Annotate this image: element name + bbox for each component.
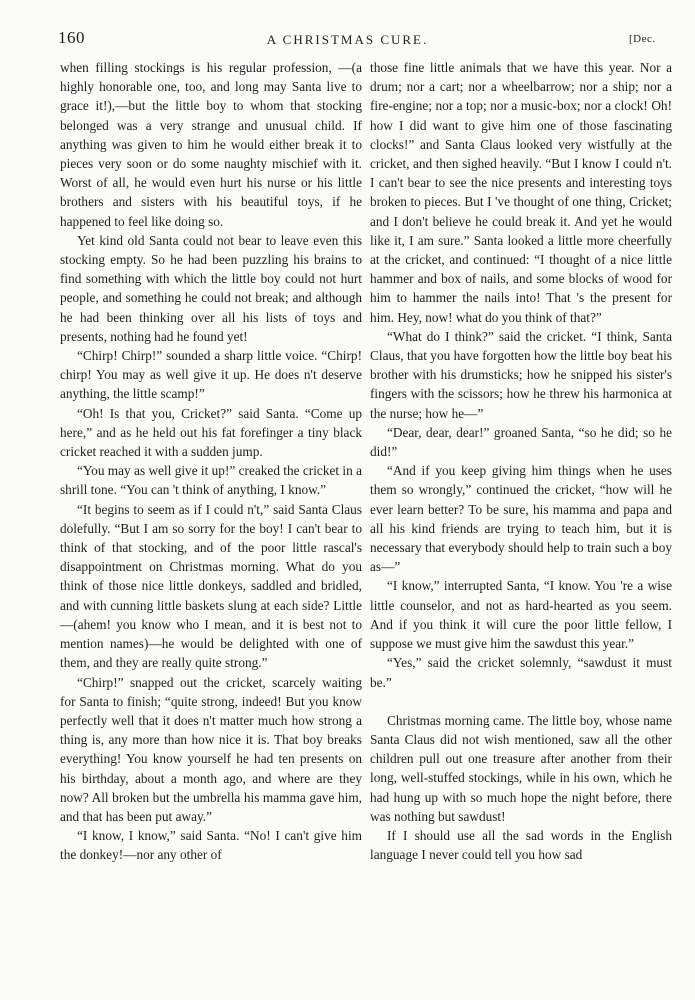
paragraph: “And if you keep giving him things when he uses them so wrongly,” continued the cricket, “how will he ever learn better? To be sure, his mamma and papa and all his kind friends are trying to teach him, but it is necessary that everybody should help to train such a boy as—” (370, 463, 672, 575)
right-column (370, 58, 672, 864)
running-header (0, 28, 695, 54)
paragraph: “I know, I know,” said Santa. “No! I can't give him the donkey!—nor any other of (60, 828, 362, 863)
month-label: [Dec. (629, 33, 656, 45)
left-column (60, 58, 362, 865)
paragraph: If I should use all the sad words in the English language I never could tell you how sad (370, 827, 672, 863)
paragraph: “I know,” interrupted Santa, “I know. You 're a wise little counselor, and not as hard-hearted as you seem. And if you think it will cure the poor little fellow, I suppose we must give him the sawdust this year.” (370, 578, 672, 652)
paragraph: Christmas morning came. The little boy, whose name Santa Claus did not wish mentioned, saw all the other children pull out one treasure after another from their long, well-stuffed stockings, while in his own, which he had hung up with so much hope the night before, there was nothing but sawdust! (370, 712, 672, 824)
paragraph: “Dear, dear, dear!” groaned Santa, “so he did; so he did!” (370, 424, 672, 460)
paragraph: “You may as well give it up!” creaked the cricket in a shrill tone. “You can 't think of anything, I know.” (60, 463, 362, 498)
running-title: A CHRISTMAS CURE. (266, 32, 429, 47)
paragraph: “What do I think?” said the cricket. “I think, Santa Claus, that you have forgotten how the little boy beat his brother with his drumsticks; how he snipped his sister's fingers with the scissors; how he threw his harmonica at the nurse; how he—” (370, 328, 672, 421)
paragraph: “Chirp! Chirp!” sounded a sharp little voice. “Chirp! chirp! You may as well give it up. He does n't deserve anything, the little scamp!” (60, 348, 362, 402)
paragraph: “Chirp!” snapped out the cricket, scarcely waiting for Santa to finish; “quite strong, indeed! But you know perfectly well that it does n't matter much how strong a thing is, any more than how nice it is. That boy breaks everything! You know yourself he had ten presents on his birthday, about a month ago, and where are they now? All broken but the umbrella his mamma gave him, and that has been put away.” (60, 674, 362, 824)
paragraph: “It begins to seem as if I could n't,” said Santa Claus dolefully. “But I am so sorry for the boy! I can't bear to think of that stocking, and of the poor little rascal's disappointment on Christmas morning. What do you think of those nice little donkeys, saddled and bridled, and with cunning little baskets slung at each side? Little—(ahem! you know who I mean, and it is best not to mention names)—he would be delighted with one of them, and they are really quite strong.” (60, 501, 362, 671)
paragraph: when filling stockings is his regular profession, —(a highly honorable one, too, and long may Santa live to grace it!),—but the little boy to whom that stocking belonged was a very strange and unusual child. If anything was given to him he would either break it to pieces very soon or do some naughty mischief with it. Worst of all, he would even hurt his nurse or his little brothers and sisters with his beautiful toys, if he happened to feel like doing so. (60, 60, 362, 229)
paragraph: “Oh! Is that you, Cricket?” said Santa. “Come up here,” and as he held out his fat forefinger a tiny black cricket reached it with a sudden jump. (60, 405, 362, 460)
paragraph: “Yes,” said the cricket solemnly, “sawdust it must be.” (370, 655, 672, 690)
paragraph: Yet kind old Santa could not bear to leave even this stocking empty. So he had been puzzling his brains to find something with which the little boy could not hurt people, and something he could not break; and although he had been thinking over all his lists of toys and presents, nothing had he found yet! (60, 232, 362, 344)
paragraph: those fine little animals that we have this year. Nor a drum; nor a cart; nor a wheelbarrow; nor a ship; nor a fire-engine; nor a top; nor a music-box; nor a clock! Oh! how I did want to give him one of those fascinating clocks!” and Santa Claus looked very wistfully at the cricket, and then sighed heavily. “But I know I could n't. I can't bear to see the nice presents and interesting toys broken to pieces. But I 've thought of one thing, Cricket; and I don't believe he could break it. And yet he would like it, I am sure.” Santa looked a little more cheerfully at the cricket, and continued: “I thought of a nice little hammer and box of nails, and some blocks of wood for him to hammer the nails into! That 's the present for him. Hey, now! what do you think of that?” (370, 60, 672, 325)
page-number: 160 (58, 28, 85, 47)
